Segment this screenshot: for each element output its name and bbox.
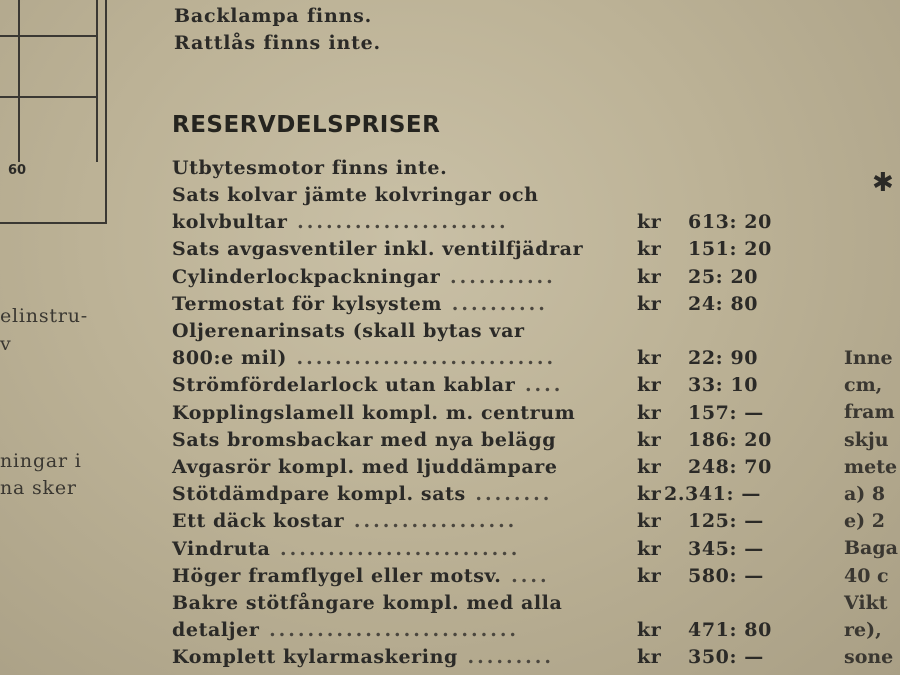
leader-dots: ......... [457, 646, 555, 668]
currency-label: kr [637, 374, 662, 396]
price-value: 24: 80 [688, 293, 759, 315]
price-value: 151: 20 [688, 238, 772, 260]
right-fragment: Baga [844, 537, 898, 559]
price-value: 125: — [688, 510, 764, 532]
price-row [172, 184, 539, 206]
section-heading: RESERVDELSPRISER [172, 112, 441, 138]
item-description: 800:e mil) [172, 347, 287, 369]
leader-dots: ................. [344, 510, 518, 532]
currency-label: kr [637, 266, 662, 288]
right-fragment: 40 c [844, 565, 889, 587]
grid-hline [0, 96, 96, 98]
price-value: 613: 20 [688, 211, 772, 233]
leader-dots: .......................... [259, 619, 520, 641]
currency-label: kr [637, 456, 662, 478]
price-value: 471: 80 [688, 619, 772, 641]
right-fragment: skju [844, 429, 889, 451]
currency-label: kr [637, 510, 662, 532]
currency-label: kr [637, 538, 662, 560]
right-fragment: cm, [844, 374, 883, 396]
left-fragment: na sker [0, 477, 77, 499]
price-row [172, 592, 562, 614]
price-row [172, 538, 520, 560]
price-value: 25: 20 [688, 266, 759, 288]
currency-label: kr [637, 402, 662, 424]
item-description: Stötdämdpare kompl. sats [172, 483, 466, 505]
item-description: Kopplingslamell kompl. m. centrum [172, 402, 576, 424]
price-row [172, 510, 517, 532]
item-description: Sats kolvar jämte kolvringar och [172, 184, 539, 206]
right-fragment: re), [844, 619, 882, 641]
price-row [172, 619, 519, 641]
item-description: Sats avgasventiler inkl. ventilfjädrar [172, 238, 584, 260]
leader-dots: ......................... [270, 538, 521, 560]
price-value: 248: 70 [688, 456, 772, 478]
price-row [172, 238, 583, 260]
right-fragment: fram [844, 401, 895, 423]
right-fragment: a) 8 [844, 483, 886, 505]
currency-label: kr [637, 619, 662, 641]
currency-label: kr [637, 565, 662, 587]
grid-label: 60 [8, 163, 27, 178]
price-value: 33: 10 [688, 374, 759, 396]
price-row [172, 211, 509, 233]
currency-label: kr [637, 238, 662, 260]
price-row [172, 646, 554, 668]
price-row [172, 374, 563, 396]
right-fragment: e) 2 [844, 510, 885, 532]
price-row [172, 483, 552, 505]
price-value: 345: — [688, 538, 764, 560]
item-description: Oljerenarinsats (skall bytas var [172, 320, 525, 342]
right-fragment: Inne [844, 347, 893, 369]
grid-vline [18, 0, 20, 162]
price-value: 350: — [688, 646, 764, 668]
price-row [172, 429, 556, 451]
currency-label: kr [637, 646, 662, 668]
item-description: Sats bromsbackar med nya belägg [172, 429, 557, 451]
price-row [172, 320, 525, 342]
item-description: Bakre stötfångare kompl. med alla [172, 592, 563, 614]
left-fragment: ningar i [0, 450, 82, 472]
leader-dots: .... [515, 374, 564, 396]
item-description: Avgasrör kompl. med ljuddämpare [172, 456, 558, 478]
leader-dots: ........... [440, 266, 556, 288]
item-description: Vindruta [172, 538, 271, 560]
price-value: 157: — [688, 402, 764, 424]
item-description: Strömfördelarlock utan kablar [172, 374, 516, 396]
grid-figure [0, 0, 107, 224]
right-fragment: Vikt [844, 592, 888, 614]
right-fragment: mete [844, 456, 898, 478]
price-row [172, 402, 575, 424]
currency-label: kr [637, 429, 662, 451]
item-description: detaljer [172, 619, 260, 641]
price-value: 580: — [688, 565, 764, 587]
grid-inner-box [0, 0, 98, 162]
price-row [172, 347, 556, 369]
price-row [172, 565, 550, 587]
currency-label: kr [637, 293, 662, 315]
grid-hline [0, 35, 96, 37]
item-description: kolvbultar [172, 211, 288, 233]
item-description: Termostat för kylsystem [172, 293, 443, 315]
price-value: 2.341: — [664, 483, 761, 505]
price-row [172, 456, 558, 478]
top-line-1: Backlampa finns. [174, 5, 373, 27]
price-row [172, 266, 556, 288]
leader-dots: ........ [465, 483, 553, 505]
currency-label: kr [637, 211, 662, 233]
leader-dots: .......... [442, 293, 548, 315]
item-description: Cylinderlockpackningar [172, 266, 441, 288]
leader-dots: ...................... [287, 211, 509, 233]
left-fragment: elinstru- [0, 305, 88, 327]
intro-line: Utbytesmotor finns inte. [172, 157, 448, 179]
item-description: Komplett kylarmaskering [172, 646, 458, 668]
currency-label: kr [637, 483, 662, 505]
top-line-2: Rattlås finns inte. [174, 32, 381, 54]
currency-label: kr [637, 347, 662, 369]
leader-dots: .... [501, 565, 550, 587]
item-description: Höger framflygel eller motsv. [172, 565, 502, 587]
price-row [172, 293, 548, 315]
price-value: 22: 90 [688, 347, 759, 369]
price-value: 186: 20 [688, 429, 772, 451]
leader-dots: ........................... [286, 347, 557, 369]
item-description: Ett däck kostar [172, 510, 345, 532]
left-fragment: v [0, 333, 12, 355]
star-icon: ✱ [872, 168, 894, 198]
right-fragment: sone [844, 646, 894, 668]
